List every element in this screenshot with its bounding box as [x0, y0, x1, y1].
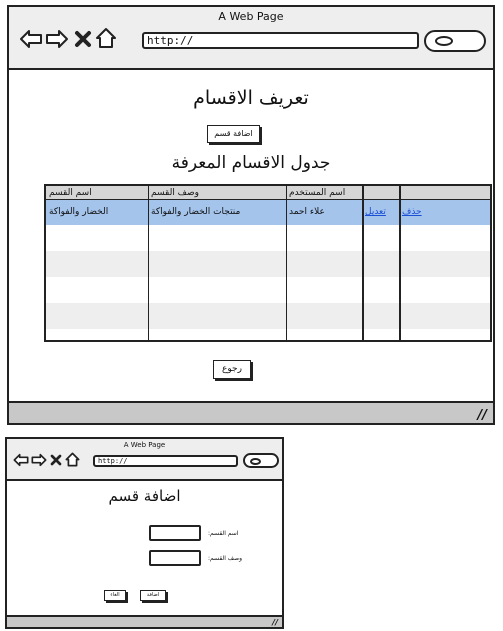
- add-button[interactable]: اضافة: [140, 590, 166, 601]
- stop-icon[interactable]: [73, 27, 93, 51]
- status-bar: [7, 615, 282, 627]
- home-icon[interactable]: [95, 26, 117, 50]
- resize-grip-icon[interactable]: //: [477, 408, 487, 423]
- cell-user-name: علاء احمد: [289, 207, 325, 217]
- table-row: [46, 251, 490, 277]
- column-divider: [286, 186, 287, 340]
- status-bar: [9, 401, 493, 423]
- title-bar: [7, 439, 282, 481]
- section-name-input[interactable]: [149, 525, 201, 541]
- back-arrow-icon[interactable]: [19, 27, 43, 51]
- url-text: http://: [147, 34, 194, 47]
- edit-link[interactable]: تعديل: [365, 207, 386, 217]
- table-row: [46, 329, 490, 342]
- column-divider: [148, 186, 149, 340]
- resize-grip-icon[interactable]: //: [272, 618, 278, 627]
- forward-arrow-icon[interactable]: [45, 27, 69, 51]
- browser-window-add-section: [5, 437, 284, 629]
- back-button[interactable]: رجوع: [213, 360, 251, 379]
- search-icon: [250, 458, 261, 465]
- table-row: [46, 277, 490, 303]
- table-row[interactable]: [46, 200, 490, 225]
- cell-section-name: الخضار والفواكة: [49, 207, 109, 217]
- forward-arrow-icon[interactable]: [31, 451, 47, 469]
- stop-icon[interactable]: [49, 451, 63, 469]
- column-divider: [362, 186, 364, 340]
- address-bar[interactable]: [142, 32, 419, 49]
- back-arrow-icon[interactable]: [13, 451, 29, 469]
- table-row: [46, 303, 490, 329]
- add-section-button[interactable]: اضافة قسم: [207, 125, 260, 143]
- title-bar: [9, 7, 493, 70]
- cell-description: منتجات الخضار والفواكة: [151, 207, 241, 217]
- delete-link[interactable]: حذف: [402, 207, 422, 217]
- window-title: A Web Page: [123, 441, 166, 449]
- column-header-user-name: اسم المستخدم: [289, 188, 346, 198]
- url-text: http://: [98, 457, 128, 465]
- section-name-label: اسم القسم:: [208, 530, 239, 537]
- search-field[interactable]: [243, 453, 279, 468]
- home-icon[interactable]: [64, 450, 80, 468]
- column-divider: [399, 186, 401, 340]
- search-icon: [435, 36, 453, 46]
- column-header-description: وصف القسم: [151, 188, 199, 198]
- section-description-label: وصف القسم:: [208, 555, 243, 562]
- table-title: جدول الاقسام المعرفة: [171, 153, 331, 173]
- table-row: [46, 225, 490, 251]
- cell-delete: [399, 200, 443, 225]
- address-bar[interactable]: [93, 455, 238, 467]
- table-header-row: [46, 186, 490, 200]
- cancel-button[interactable]: الغاء: [104, 590, 126, 601]
- cell-edit: [362, 200, 399, 225]
- column-header-section-name: اسم القسم: [49, 188, 92, 198]
- sections-table: [44, 184, 492, 342]
- page-title: تعريف الاقسام: [193, 87, 309, 109]
- section-description-input[interactable]: [149, 550, 201, 566]
- page-title: اضافة قسم: [108, 487, 181, 505]
- search-field[interactable]: [424, 30, 486, 52]
- window-title: A Web Page: [218, 10, 284, 23]
